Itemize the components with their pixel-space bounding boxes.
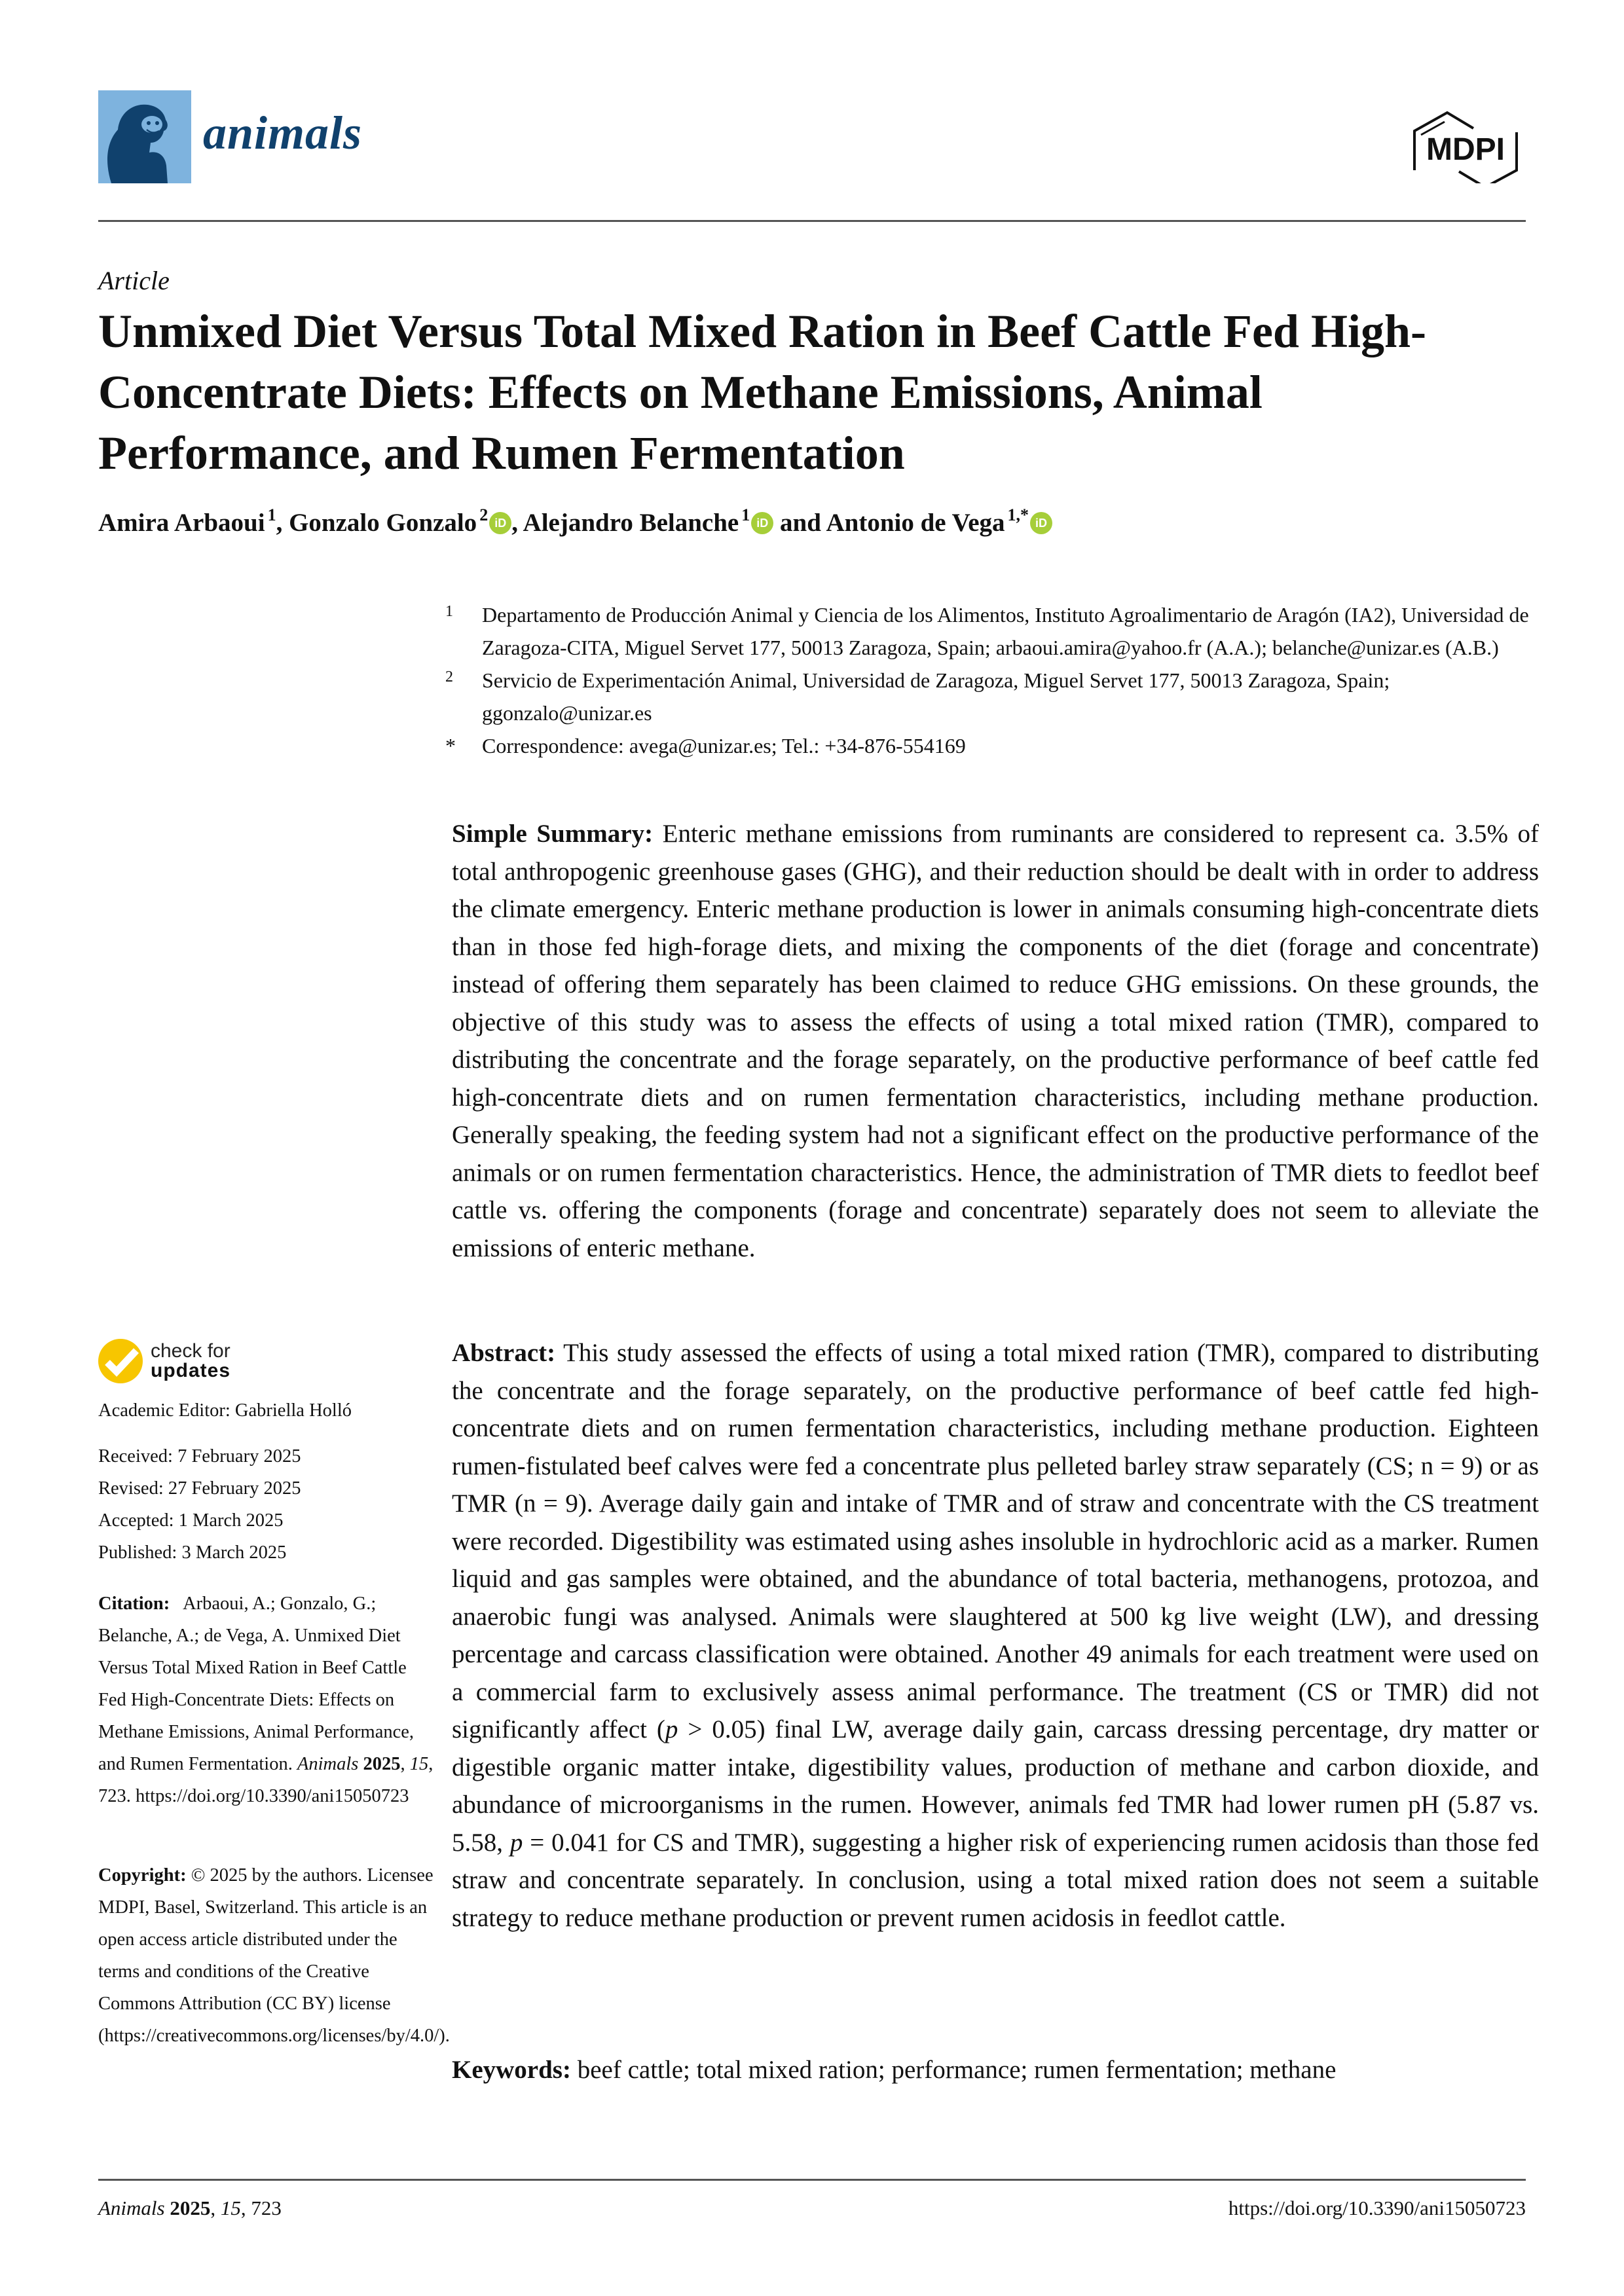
affiliation-text: Departamento de Producción Animal y Ciencia de los Alimentos, Instituto Agroalimentario de Aragón (IA2), Universidad de Zaragoza-CITA, Miguel Servet 177, 50013 Zaragoza, Spain; arbaoui.amira@yahoo.fr (A.A.); belanche@unizar.es (A.B.) xyxy=(482,603,1529,659)
checkmark-icon xyxy=(98,1339,143,1383)
received-date: Received: 7 February 2025 xyxy=(98,1446,301,1467)
article-type: Article xyxy=(98,266,170,295)
abstract-text: This study assessed the effects of using a total mixed ration (TMR), compared to distributing the concentrate and the forage separately, on the productive performance of beef cattle fed high-concentrate diets and on rumen fermentation characteristics, including methane production. Eighteen rumen-fistulated beef calves were fed a concentrate plus pelleted barley straw separately (CS; n = 9) or as TMR (n = 9). Average daily gain and intake of TMR and of straw and concentrate with the CS treatment were recorded. Digestibility was estimated using ashes insoluble in hydrochloric acid as a marker. Rumen liquid and gas samples were obtained, and the abundance of total bacteria, methanogens, protozoa, and anaerobic fungi was analysed. Animals were slaughtered at 500 kg live weight (LW), and dressing percentage and carcass classification were obtained. Another 49 animals for each treatment were used on a commercial farm to exclusively assess animal performance. The treatment (CS or TMR) did not significantly affect ( xyxy=(452,1339,1540,1743)
correspondence-text: Correspondence: avega@unizar.es; Tel.: +34-876-554169 xyxy=(482,734,966,757)
simple-summary-text: Enteric methane emissions from ruminants are considered to represent ca. 3.5% of total anthropogenic greenhouse gases (GHG), and their reduction should be dealt with in order to address the climate emergency. Enteric methane production is lower in animals consuming high-concentrate diets than in those fed high-forage diets, and mixing the components of the diet (forage and concentrate) instead of offering them separately has been claimed to reduce GHG emissions. On these grounds, the objective of this study was to assess the effects of using a total mixed ration (TMR), compared to distributing the concentrate and the forage separately, on the productive performance of beef cattle fed high-concentrate diets and on rumen fermentation characteristics, including methane production. Generally speaking, the feeding system had not a significant effect on the productive performance of the animals or on rumen fermentation characteristics. Hence, the administration of TMR diets to feedlot beef cattle vs. offering the components (forage and concentrate) separately does not seem to alleviate the emissions of enteric methane. xyxy=(452,820,1539,1262)
keywords-text: beef cattle; total mixed ration; performance; rumen fermentation; methane xyxy=(577,2056,1337,2084)
footer-journal-ref: Animals 2025, 15, 723 xyxy=(98,2196,282,2219)
correspondence-marker: * xyxy=(445,734,456,757)
affiliation-number: 1 xyxy=(445,603,453,620)
keywords-label: Keywords: xyxy=(452,2056,571,2084)
publication-dates xyxy=(98,1440,439,1569)
affiliation-item xyxy=(445,664,1545,729)
correspondence xyxy=(445,729,1545,762)
published-date: Published: 3 March 2025 xyxy=(98,1542,287,1563)
citation-text: Arbaoui, A.; Gonzalo, G.; Belanche, A.; de Vega, A. Unmixed Diet Versus Total Mixed Ration in Beef Cattle Fed High-Concentrate Diets: Effects on Methane Emissions, Animal Performance, and Rumen Fermentation. xyxy=(98,1594,415,1774)
mdpi-hexagon-icon xyxy=(1401,105,1532,183)
revised-date: Revised: 27 February 2025 xyxy=(98,1478,301,1499)
copyright xyxy=(98,1859,450,2052)
journal-logo xyxy=(98,90,191,183)
mdpi-logo xyxy=(1401,105,1532,183)
citation-doi-link[interactable]: https://doi.org/10.3390/ani15050723 xyxy=(136,1786,409,1806)
affiliation-ref: 2 xyxy=(479,505,489,524)
check-for-updates-button[interactable]: check for updates xyxy=(98,1339,231,1383)
author-list: Amira Arbaoui $^1$, Gonzalo Gonzalo $^2$ iD , Alejandro Belanche $^1$ iD and Antonio de Vega $^{1,*}$ iD xyxy=(98,505,1052,538)
orcid-icon[interactable]: iD xyxy=(489,512,511,534)
affiliations xyxy=(445,598,1545,762)
author-name[interactable]: Antonio de Vega xyxy=(826,509,1005,537)
copyright-text: © 2025 by the authors. Licensee MDPI, Basel, Switzerland. This article is an open access article distributed under the terms and conditions of the Creative Commons Attribution (CC BY) license (https://creativecommons.org/licenses/by/4.0/). xyxy=(98,1865,450,2046)
journal-name: animals xyxy=(203,107,363,159)
citation: Citation: Arbaoui, A.; Gonzalo, G.; Belanche, A.; de Vega, A. Unmixed Diet Versus Total Mixed Ration in Beef Cattle Fed High-Concentrate Diets: Effects on Methane Emissions, Animal Performance, and Rumen Fermentation. Animals 2025, 15, 723. https://doi.org/10.3390/ani15050723 xyxy=(98,1594,434,1806)
orcid-icon[interactable]: iD xyxy=(1030,512,1052,534)
affiliation-item xyxy=(445,598,1545,664)
keywords xyxy=(452,2051,1539,2089)
simple-summary xyxy=(452,815,1539,1267)
orcid-icon[interactable]: iD xyxy=(751,512,773,534)
svg-text:MDPI: MDPI xyxy=(1426,132,1505,167)
affiliation-ref: 1 xyxy=(741,505,750,524)
simple-summary-label: Simple Summary: xyxy=(452,820,654,848)
author-name[interactable]: Alejandro Belanche xyxy=(523,509,739,537)
affiliation-ref: 1,* xyxy=(1007,505,1029,524)
citation-label: Citation: xyxy=(98,1594,170,1614)
header-divider xyxy=(98,220,1526,222)
affiliation-number: 2 xyxy=(445,668,453,685)
footer-divider xyxy=(98,2179,1526,2181)
author-name[interactable]: Amira Arbaoui xyxy=(98,509,265,537)
article-title: Unmixed Diet Versus Total Mixed Ration in Beef Cattle Fed High-Concentrate Diets: Effects on Methane Emissions, Animal Performance, and Rumen Fermentation xyxy=(98,305,1426,479)
author-name[interactable]: Gonzalo Gonzalo xyxy=(289,509,477,537)
copyright-label: Copyright: xyxy=(98,1865,187,1886)
abstract-label: Abstract: xyxy=(452,1339,556,1367)
ape-silhouette-icon xyxy=(98,90,191,183)
affiliation-text: Servicio de Experimentación Animal, Universidad de Zaragoza, Miguel Servet 177, 50013 Zaragoza, Spain; ggonzalo@unizar.es xyxy=(482,668,1390,725)
affiliation-ref: 1 xyxy=(267,505,276,524)
abstract: Abstract: This study assessed the effects of using a total mixed ration (TMR), compared to distributing the concentrate and the forage separately, on the productive performance of beef cattle fed high-concentrate diets and on rumen fermentation characteristics, including methane production. Eighteen rumen-fistulated beef calves were fed a concentrate plus pelleted barley straw separately (CS; n = 9) or as TMR (n = 9). Average daily gain and intake of TMR and of straw and concentrate with the CS treatment were recorded. Digestibility was estimated using ashes insoluble in hydrochloric acid as a marker. Rumen liquid and gas samples were obtained, and the abundance of total bacteria, methanogens, protozoa, and anaerobic fungi was analysed. Animals were slaughtered at 500 kg live weight (LW), and dressing percentage and carcass classification were obtained. Another 49 animals for each treatment were used on a commercial farm to exclusively assess animal performance. The treatment (CS or TMR) did not significantly affect (p > 0.05) final LW, average daily gain, carcass dressing percentage, dry matter or digestible organic matter intake, digestibility values, production of methane and carbon dioxide, and abundance of microorganisms in the rumen. However, animals fed TMR had lower rumen pH (5.87 vs. 5.58, p = 0.041 for CS and TMR), suggesting a higher risk of experiencing rumen acidosis than those fed straw and concentrate separately. In conclusion, using a total mixed ration does not seem a suitable strategy to reduce methane production or prevent rumen acidosis in feedlot cattle. xyxy=(452,1339,1540,1932)
accepted-date: Accepted: 1 March 2025 xyxy=(98,1510,284,1531)
footer-doi-link[interactable]: https://doi.org/10.3390/ani15050723 xyxy=(1228,2196,1526,2219)
academic-editor: Academic Editor: Gabriella Holló xyxy=(98,1400,352,1421)
